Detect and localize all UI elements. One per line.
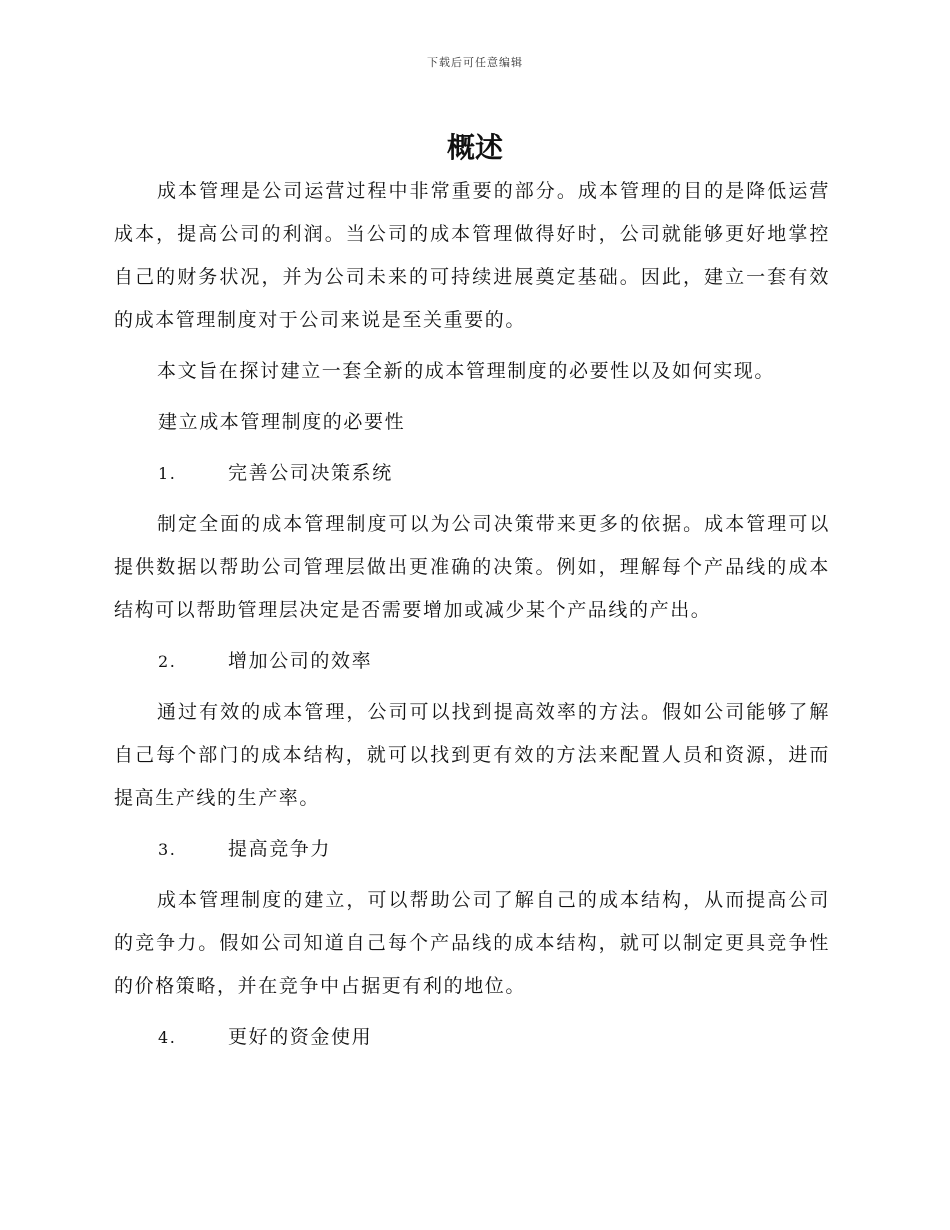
list-number: 2.: [158, 652, 177, 671]
list-number: 3.: [158, 840, 177, 859]
list-item-3: [158, 828, 830, 871]
list-label: 增加公司的效率: [228, 650, 373, 672]
paragraph-purpose: 本文旨在探讨建立一套全新的成本管理制度的必要性以及如何实现。: [157, 360, 776, 382]
list-item-2: [158, 640, 830, 683]
list-label: 完善公司决策系统: [228, 462, 393, 484]
list-label: 更好的资金使用: [228, 1026, 373, 1048]
paragraph-competitiveness: 成本管理制度的建立，可以帮助公司了解自己的成本结构，从而提高公司的竞争力。假如公司知道自己每个产品线的成本结构，就可以制定更具竞争性的价格策略，并在竞争中占据更有利的地位。: [114, 889, 830, 997]
header-note: 下载后可任意编辑: [427, 56, 523, 69]
list-number: 4.: [158, 1028, 177, 1047]
paragraph-efficiency: 通过有效的成本管理，公司可以找到提高效率的方法。假如公司能够了解自己每个部门的成本结构，就可以找到更有效的方法来配置人员和资源，进而提高生产线的生产率。: [114, 701, 830, 809]
list-item-4: [158, 1016, 830, 1059]
paragraph-intro: 成本管理是公司运营过程中非常重要的部分。成本管理的目的是降低运营成本，提高公司的利润。当公司的成本管理做得好时，公司就能够更好地掌控自己的财务状况，并为公司未来的可持续进展奠定基础。因此，建立一套有效的成本管理制度对于公司来说是至关重要的。: [114, 180, 830, 331]
page-title: 概述: [446, 131, 503, 164]
list-item-1: [158, 452, 830, 495]
section-heading: 建立成本管理制度的必要性: [158, 411, 406, 433]
list-number: 1.: [158, 464, 177, 483]
document-body: [114, 170, 830, 1067]
list-label: 提高竞争力: [228, 838, 332, 860]
paragraph-decision: 制定全面的成本管理制度可以为公司决策带来更多的依据。成本管理可以提供数据以帮助公司管理层做出更准确的决策。例如，理解每个产品线的成本结构可以帮助管理层决定是否需要增加或减少某个产品线的产出。: [114, 513, 830, 621]
